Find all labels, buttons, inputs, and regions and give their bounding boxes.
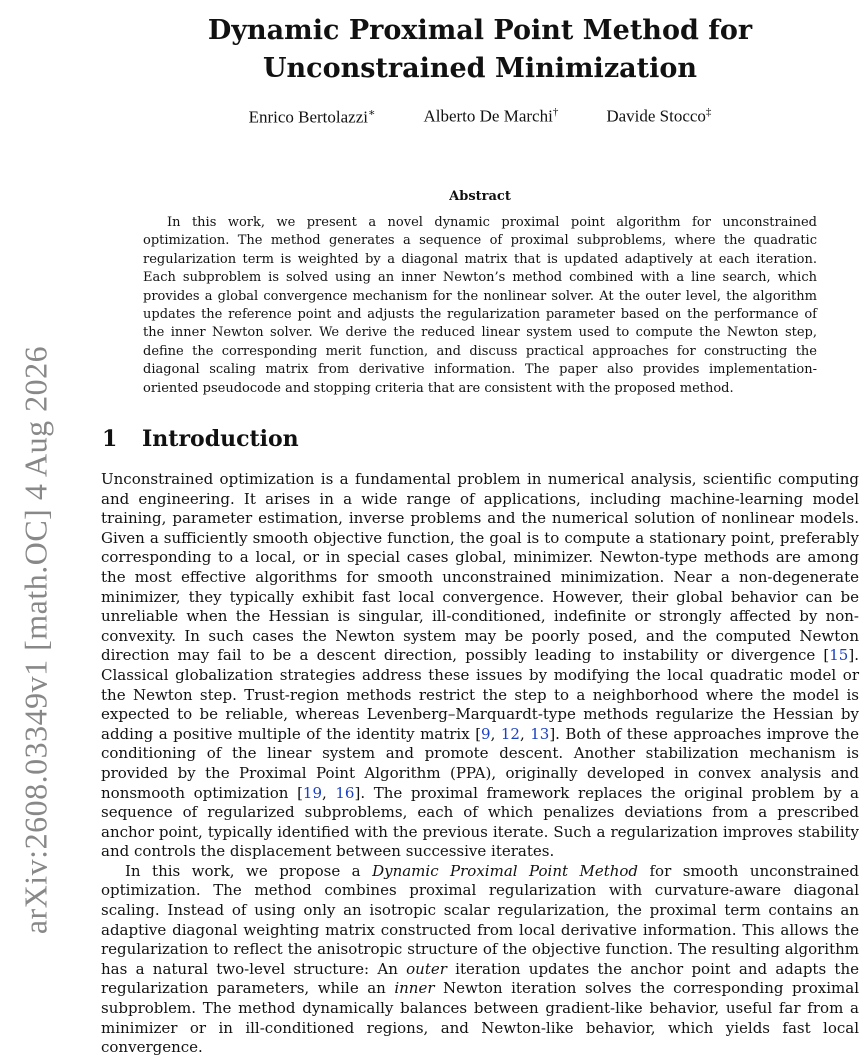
emphasis: inner (394, 979, 435, 998)
affiliation-mark: † (552, 106, 559, 118)
arxiv-identifier: arXiv:2608.03349v1 [math.OC] 4 Aug 2026 (17, 345, 54, 935)
affiliation-mark: ‡ (705, 106, 712, 118)
author-list (100, 106, 860, 128)
citation-link[interactable]: 9 (481, 724, 491, 743)
abstract-text: In this work, we present a novel dynamic proximal point algorithm for unconstrained optimization. The method generates a sequence of proximal subproblems, where the quadratic regularization term is weighted by a diagonal matrix that is updated adaptively at each iteration. Each subproblem is solved using an inner Newton’s method combined with a line search, which provides a global convergence mechanism for the nonlinear solver. At the outer level, the algorithm updates the reference point and adjusts the regularization parameter based on the performance of the inner Newton solver. We derive the reduced linear system used to compute the Newton step, define the corresponding merit function, and discuss practical approaches for constructing the diagonal scaling matrix from derivative information. The paper also provides implementation-oriented pseudocode and stopping criteria that are consistent with the proposed method. (143, 215, 817, 396)
section-title: Introduction (142, 426, 299, 452)
author: Alberto De Marchi† (423, 106, 559, 126)
section-number: 1 (102, 426, 118, 452)
introduction-body (101, 470, 859, 1058)
affiliation-mark: ∗ (367, 107, 376, 119)
citation-link[interactable]: 16 (335, 783, 355, 802)
emphasis: Dynamic Proximal Point Method (372, 861, 639, 880)
citation-link[interactable]: 19 (302, 783, 323, 802)
paper-title: Dynamic Proximal Point Method for Unconstrained Minimization (207, 15, 753, 84)
emphasis: outer (406, 959, 447, 978)
paragraph: In this work, we propose a Dynamic Proximal Point Method for smooth unconstrained optimization. The method combines proximal regularization with curvature-aware diagonal scaling. Instead of using only an isotropic scalar regularization, the proximal term contains an adaptive diagonal weighting matrix constructed from local derivative information. This allows the regularization to reflect the anisotropic structure of the objective function. The resulting algorithm has a natural two-level structure: An outer iteration updates the anchor point and adapts the regularization parameters, while an inner Newton iteration solves the corresponding proximal subproblem. The method dynamically balances between gradient-like behavior, useful far from a minimizer or in ill-conditioned regions, and Newton-like behavior, which yields fast local convergence. (101, 861, 860, 1057)
citation-link[interactable]: 13 (530, 724, 550, 743)
author: Davide Stocco‡ (606, 106, 712, 126)
section-heading (102, 426, 299, 452)
citation-link[interactable]: 12 (500, 724, 520, 743)
citation-link[interactable]: 15 (829, 646, 849, 665)
paragraph: Unconstrained optimization is a fundamental problem in numerical analysis, scientific computing and engineering. It arises in a wide range of applications, including machine-learning model training, parameter estimation, inverse problems and the numerical solution of nonlinear models. Given a sufficiently smooth objective function, the goal is to compute a stationary point, preferably corresponding to a local, or in special cases global, minimizer. Newton-type methods are among the most effective algorithms for smooth unconstrained minimization. Near a non-degenerate minimizer, they typically exhibit fast local convergence. However, their global behavior can be unreliable when the Hessian is singular, ill-conditioned, indefinite or strongly affected by non-convexity. In such cases the Newton system may be poorly posed, and the computed Newton direction may fail to be a descent direction, possibly leading to instability or divergence [15]. Classical globalization strategies address these issues by modifying the local quadratic model or the Newton step. Trust-region methods restrict the step to a neighborhood where the model is expected to be reliable, whereas Levenberg–Marquardt-type methods regularize the Hessian by adding a positive multiple of the identity matrix [9, 12, 13]. Both of these approaches improve the conditioning of the linear system and promote descent. Another stabilization mechanism is provided by the Proximal Point Algorithm (PPA), originally developed in convex analysis and nonsmooth optimization [19, 16]. The proximal framework replaces the original problem by a sequence of regularized subproblems, each of which penalizes deviations from a prescribed anchor point, typically identified with the previous iterate. Such a regularization improves stability and controls the displacement between successive iterates. (101, 470, 859, 861)
author: Enrico Bertolazzi∗ (248, 107, 376, 127)
abstract-heading: Abstract (449, 189, 511, 204)
